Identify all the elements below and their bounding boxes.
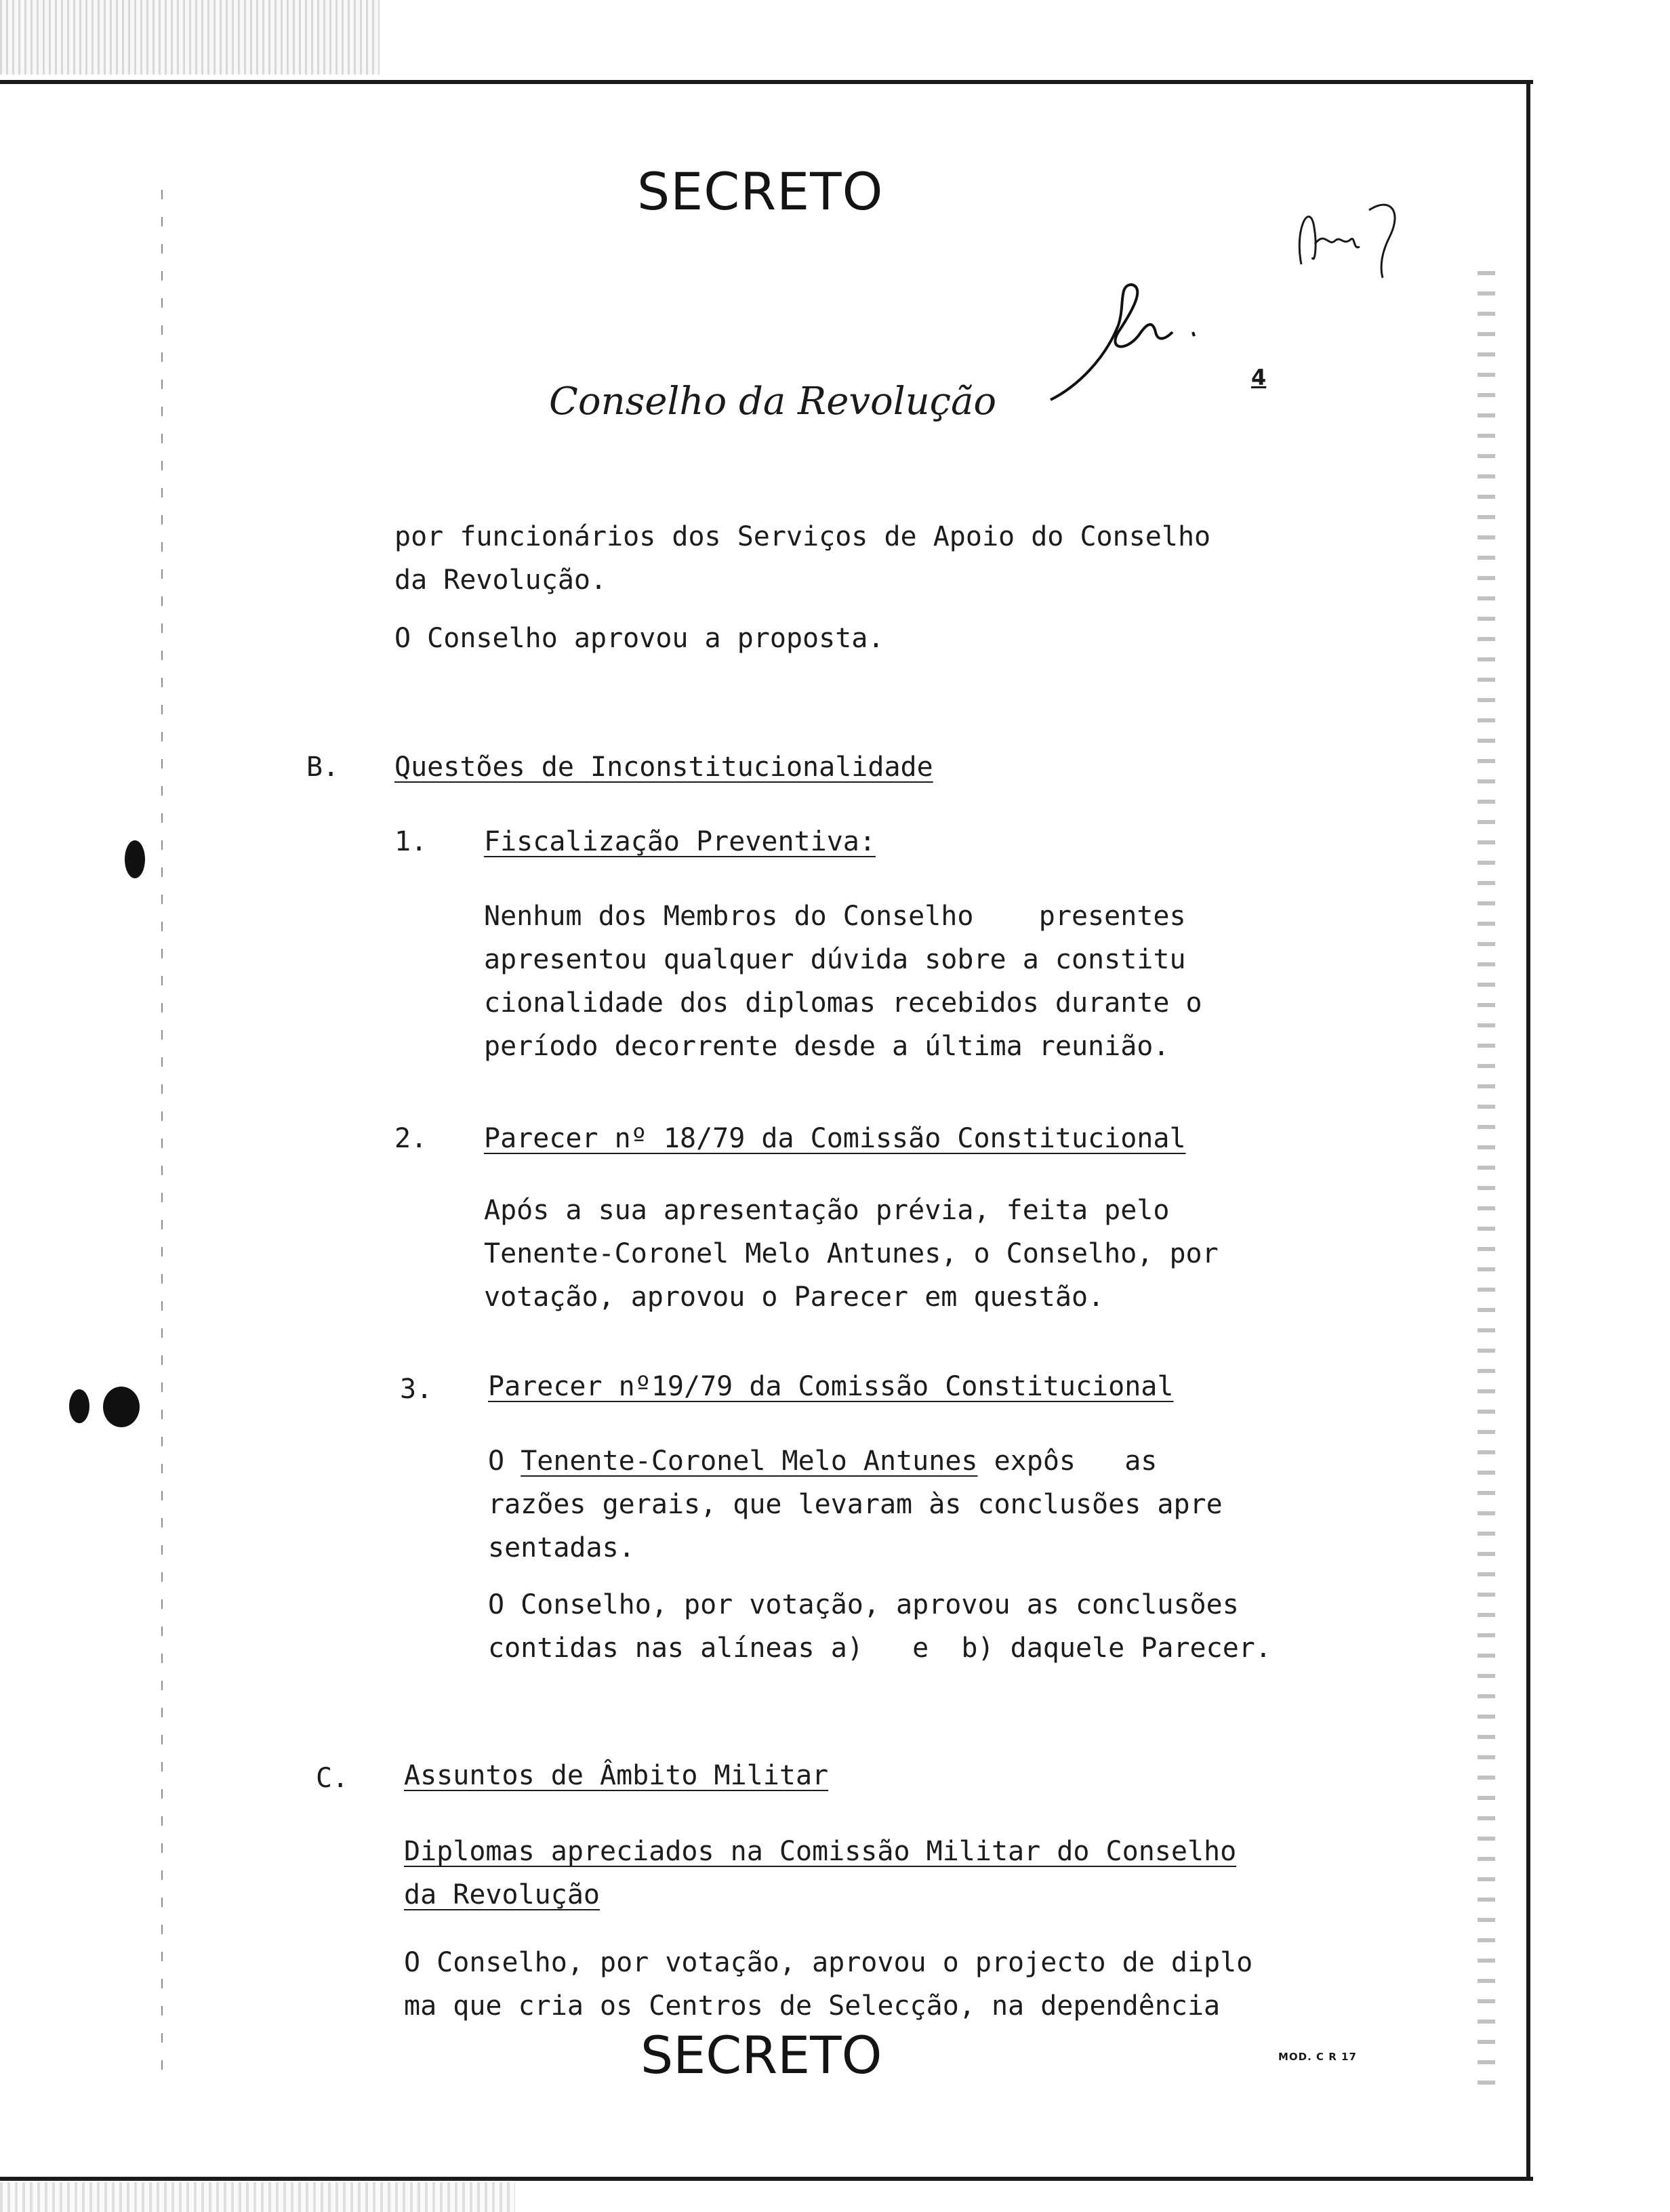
form-code: MOD. C R 17 [1278,2051,1357,2063]
body-line: apresentou qualquer dúvida sobre a constitu [484,944,1186,975]
item-number: 1. [394,826,428,857]
body-line: O Conselho, por votação, aprovou o projecto de diplo [404,1947,1253,1978]
page-number: 4 [1251,365,1267,390]
punch-hole [125,840,145,878]
body-line: Tenente-Coronel Melo Antunes, o Conselho, por [484,1238,1219,1269]
section-subheading: Diplomas apreciados na Comissão Militar do Conselho [404,1836,1237,1867]
item-heading: Fiscalização Preventiva: [484,826,876,857]
body-line: sentadas. [488,1532,635,1563]
item-number: 3. [400,1374,433,1405]
section-heading: Assuntos de Âmbito Militar [404,1760,829,1791]
body-line: ma que cria os Centros de Selecção, na dependência [404,1990,1221,2022]
item-heading: Parecer nº19/79 da Comissão Constitucional [488,1371,1174,1402]
scan-noise [0,2182,515,2212]
margin-dots [1478,271,1495,2101]
margin-line [161,190,163,2087]
person-name: Tenente-Coronel Melo Antunes [521,1446,978,1477]
punch-hole [69,1389,89,1423]
page-border-right [1526,80,1530,2181]
section-letter: C. [316,1763,349,1794]
classification-stamp: SECRETO [637,161,884,222]
section-letter: B. [306,752,340,783]
section-heading: Questões de Inconstitucionalidade [394,752,933,783]
letterhead: Conselho da Revolução [549,380,997,424]
item-heading: Parecer nº 18/79 da Comissão Constitucional [484,1123,1186,1154]
body-line: da Revolução. [394,565,607,596]
body-line: contidas nas alíneas a) e b) daquele Parecer. [488,1633,1271,1664]
body-line: Após a sua apresentação prévia, feita pelo [484,1195,1170,1226]
handwritten-note [1288,183,1410,291]
item-number: 2. [394,1123,428,1154]
page-border-bottom [0,2177,1533,2181]
punch-hole [103,1387,140,1427]
body-line: Nenhum dos Membros do Conselho presentes [484,901,1186,932]
body-line: razões gerais, que levaram às conclusões apre [488,1489,1223,1520]
classification-stamp: SECRETO [640,2025,882,2085]
body-line: por funcionários dos Serviços de Apoio do Conselho [394,521,1211,552]
section-subheading: da Revolução [404,1879,600,1910]
body-line: votação, aprovou o Parecer em questão. [484,1282,1105,1313]
body-line: O Conselho aprovou a proposta. [394,623,884,654]
page-border-top [0,80,1533,84]
signature [1037,271,1213,420]
scan-noise [0,0,380,75]
body-line: cionalidade dos diplomas recebidos durante o [484,987,1202,1019]
body-line: O Conselho, por votação, aprovou as conclusões [488,1589,1239,1620]
body-line: O Tenente-Coronel Melo Antunes expôs as [488,1446,1158,1477]
body-line: período decorrente desde a última reunião. [484,1031,1170,1062]
